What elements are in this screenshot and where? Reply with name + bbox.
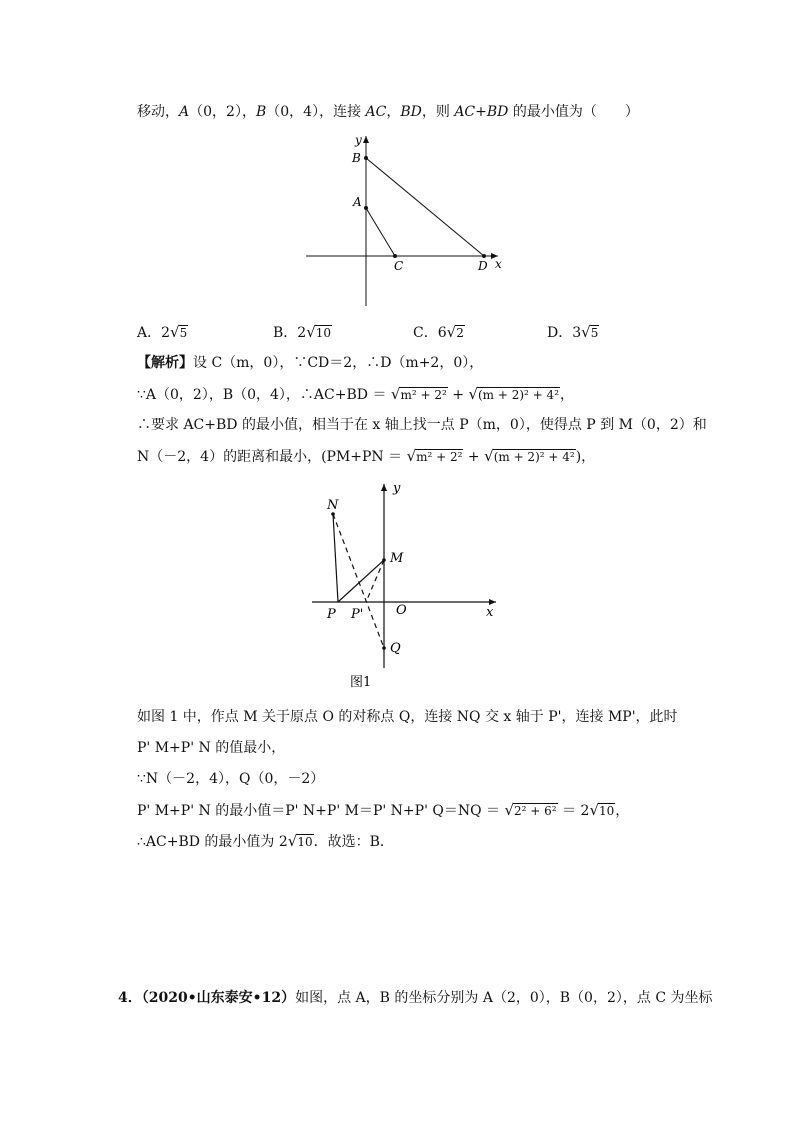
label-o: O: [396, 603, 407, 618]
label-b: B: [352, 151, 361, 165]
point-d: [482, 254, 486, 258]
point-m: [382, 558, 386, 562]
figure-coordinate-triangle: [300, 130, 510, 310]
segment-np: [333, 514, 338, 602]
analysis-line-2: ∵A（0，2），B（0，4），∴AC+BD ＝ √m² + 2² + √(m + 2)² + 4²，: [137, 385, 574, 403]
solution-line-3: ∵N（－2，4），Q（0，－2）: [137, 771, 325, 787]
question-intro: 移动，A（0，2），B（0，4），连接 AC，BD，则 AC+BD 的最小值为（ ）: [137, 104, 639, 120]
label-m: M: [390, 551, 404, 566]
figure-caption: 图1: [350, 675, 372, 690]
option-c: C．6√2: [413, 323, 464, 341]
option-d: D．3√5: [547, 323, 599, 341]
solution-line-5: ∴AC+BD 的最小值为 2√10．故选：B．: [137, 832, 394, 850]
label-q: Q: [390, 641, 401, 656]
point-b: [364, 156, 368, 160]
y-axis-arrow: [363, 136, 369, 143]
label-d: D: [478, 259, 488, 273]
analysis-line-3: ∴要求 AC+BD 的最小值，相当于在 x 轴上找一点 P（m，0），使得点 P 到 M（0，2）和: [137, 417, 707, 433]
solution-line-4: P' M+P' N 的最小值＝P' N+P' M＝P' N+P' Q＝NQ ＝ √2² + 6² ＝ 2√10，: [137, 801, 630, 819]
label-a: A: [353, 195, 362, 209]
options-row: [137, 322, 657, 342]
question-4: 4．（2020•山东泰安•12）如图，点 A，B 的坐标分别为 A（2，0），B（0，2），点 C 为坐标: [118, 990, 713, 1006]
label-y: y: [355, 133, 362, 147]
solution-line-2: P' M+P' N 的值最小，: [137, 740, 286, 756]
label-n: N: [327, 498, 339, 513]
segment-ac: [366, 208, 395, 256]
point-a: [364, 206, 368, 210]
point-q: [382, 646, 386, 650]
option-a: A．2√5: [137, 323, 188, 341]
analysis-line-4: N（－2，4）的距离和最小，(PM+PN ＝ √m² + 2² + √(m + 2)² + 4²)，: [137, 447, 596, 465]
label-c: C: [394, 259, 404, 273]
segment-nq-dashed: [333, 514, 384, 648]
figure-reflection-diagram: [300, 478, 510, 693]
analysis-line-1: 【解析】设 C（m，0），∵CD＝2，∴D（m+2，0），: [137, 355, 484, 371]
label-p-prime: P': [351, 607, 364, 622]
y-axis-arrow: [381, 484, 387, 491]
option-b: B．2√10: [273, 323, 332, 341]
segment-mp2-dashed: [366, 560, 384, 602]
label-p: P: [327, 607, 336, 622]
segment-bd: [366, 158, 484, 256]
label-x: x: [486, 605, 494, 620]
point-c: [393, 254, 397, 258]
segment-pm: [338, 560, 384, 602]
solution-line-1: 如图 1 中，作点 M 关于原点 O 的对称点 Q，连接 NQ 交 x 轴于 P'，连接 MP'，此时: [137, 709, 678, 725]
label-y: y: [393, 481, 401, 496]
label-x: x: [495, 257, 502, 271]
